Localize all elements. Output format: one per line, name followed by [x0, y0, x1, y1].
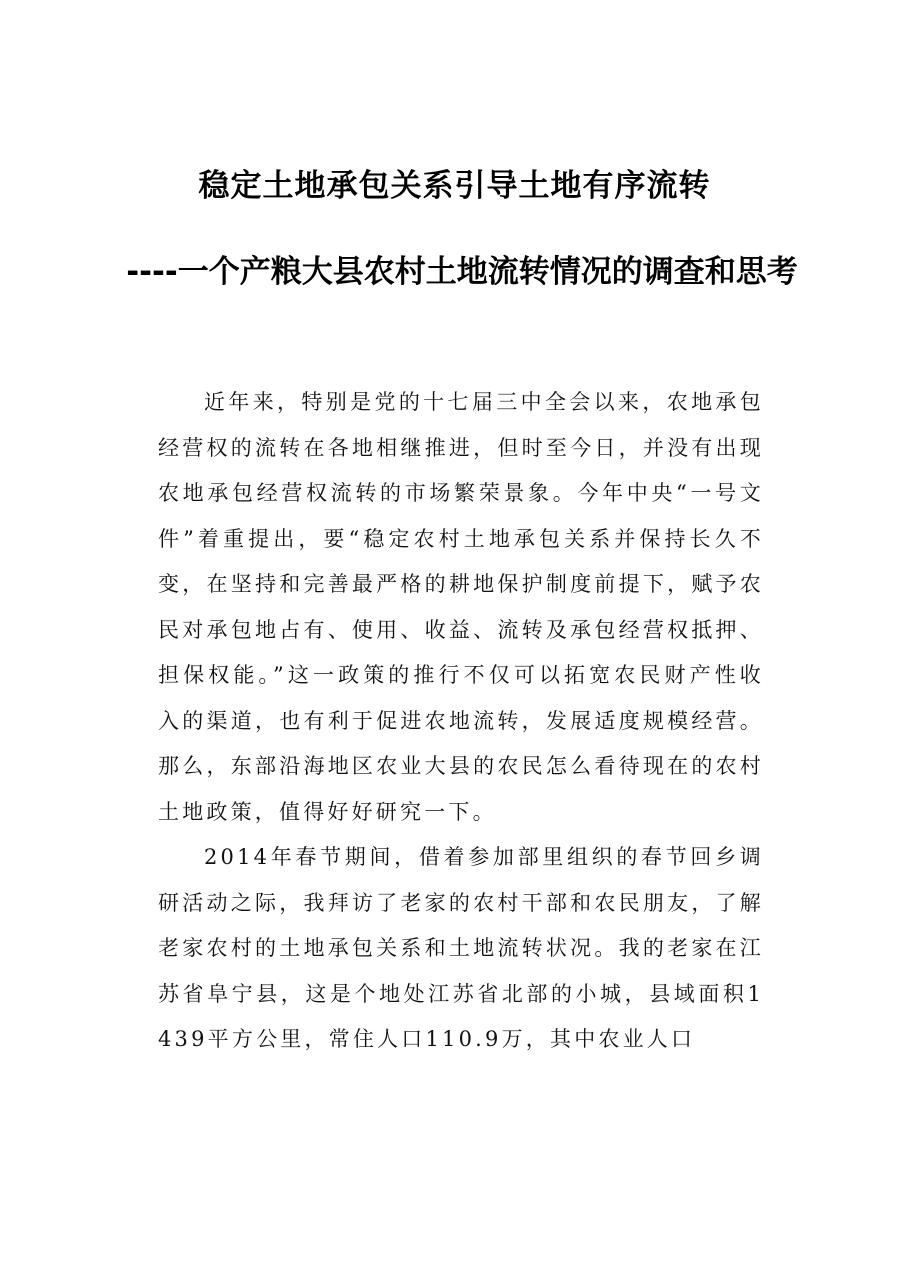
document-title: 稳定土地承包关系引导土地有序流转	[198, 168, 711, 204]
paragraph-1: 近年来，特别是党的十七届三中全会以来，农地承包经营权的流转在各地相继推进，但时至今日，并没有出现农地承包经营权流转的市场繁荣景象。今年中央“一号文件”着重提出，要“稳定农村土地承包关系并保持长久不变，在坚持和完善最严格的耕地保护制度前提下，赋予农民对承包地占有、使用、收益、流转及承包经营权抵押、担保权能。”这一政策的推行不仅可以拓宽农民财产性收入的渠道，也有利于促进农地流转，发展适度规模经营。那么，东部沿海地区农业大县的农民怎么看待现在的农村土地政策，值得好好研究一下。	[158, 390, 764, 824]
paragraph-2: 2014年春节期间，借着参加部里组织的春节回乡调研活动之际，我拜访了老家的农村干部和农民朋友，了解老家农村的土地承包关系和土地流转状况。我的老家在江苏省阜宁县，这是个地处江苏省北部的小城，县域面积1439平方公里，常住人口110.9万，其中农业人口	[158, 845, 764, 1051]
document-body	[158, 380, 764, 1063]
document-subtitle: ----一个产粮大县农村土地流转情况的调查和思考	[126, 254, 798, 290]
